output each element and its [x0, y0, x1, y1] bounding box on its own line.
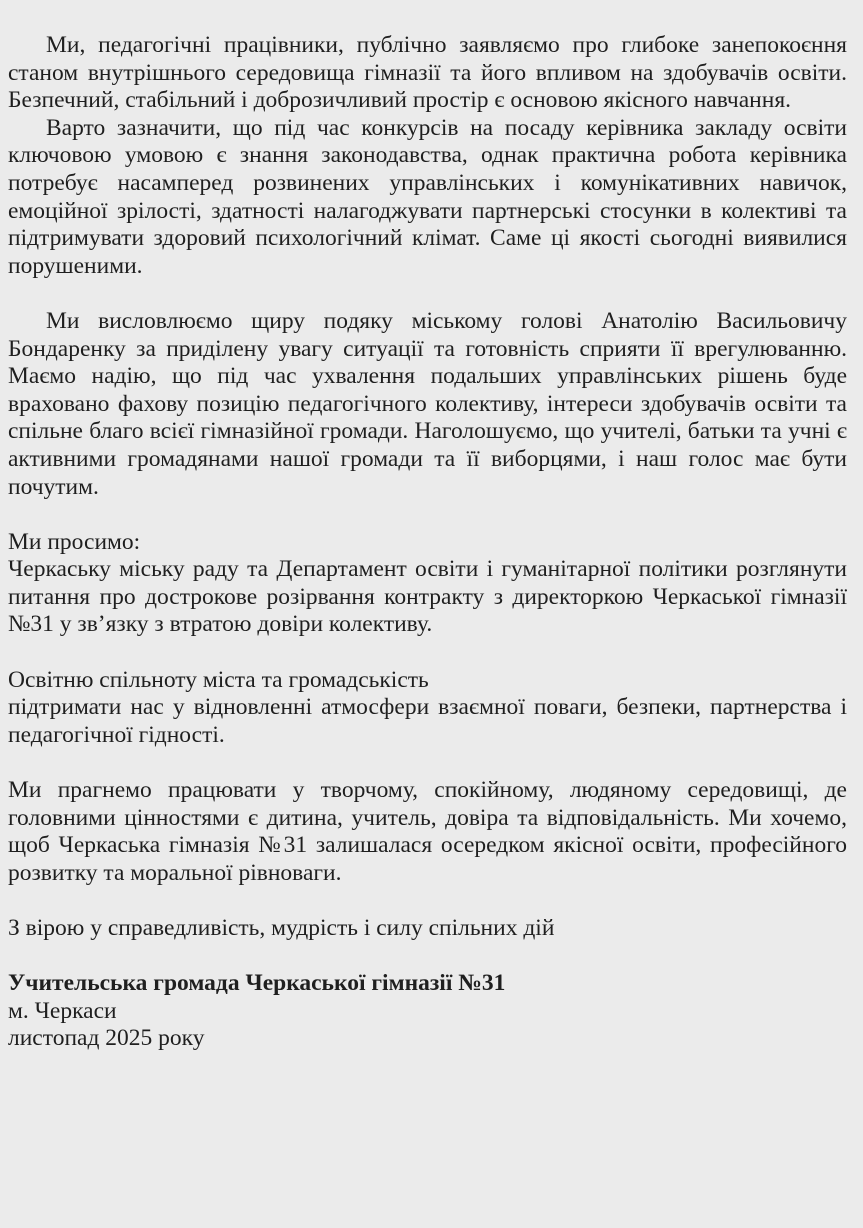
document-body [8, 32, 847, 1053]
signature-city: м. Черкаси [8, 997, 117, 1024]
paragraph-spacer [8, 280, 847, 308]
appeal-target-line: Освітню спільноту міста та громадськість [8, 666, 429, 693]
request-body-text: Черкаську міську раду та Департамент освіти і гуманітарної політики розглянути питання про дострокове розірвання контракту з директоркою Черкаської гімназії №31 у зв’язку з втратою довіри колективу. [8, 556, 847, 638]
paragraph-spacer [8, 943, 847, 971]
paragraph-gratitude-to-mayor: Ми висловлюємо щиру подяку міському голові Анатолію Васильовичу Бондаренку за приділену увагу ситуації та готовність сприяти її врегулюванню. Маємо надію, що під час ухвалення подальших управлінських рішень буде враховано фахову позицію педагогічного колективу, інтереси здобувачів освіти та спільне благо всієї гімназійної громади. Наголошуємо, що учителі, батьки та учні є активними громадянами нашої громади та її виборцями, і наш голос має бути почутим. [8, 307, 847, 500]
signature-organization: Учительська громада Черкаської гімназії №31 [8, 970, 506, 997]
paragraph-spacer [8, 639, 847, 667]
request-intro-line: Ми просимо: [8, 528, 141, 555]
paragraph-spacer [8, 887, 847, 915]
signature-date: листопад 2025 року [8, 1025, 205, 1052]
paragraph-spacer [8, 749, 847, 777]
appeal-body-text: підтримати нас у відновленні атмосфери взаємної поваги, безпеки, партнерства і педагогічної гідності. [8, 694, 847, 748]
paragraph-opening-statement: Ми, педагогічні працівники, публічно заявляємо про глибоке занепокоєння станом внутрішнього середовища гімназії та його впливом на здобувачів освіти. Безпечний, стабільний і доброзичливий простір є основою якісного навчання. [8, 32, 847, 114]
paragraph-leadership-requirements: Варто зазначити, що під час конкурсів на посаду керівника закладу освіти ключовою умовою є знання законодавства, однак практична робота керівника потребує насамперед розвинених управлінських і комунікативних навичок, емоційної зрілості, здатності налагоджувати партнерські стосунки в колективі та підтримувати здоровий психологічний клімат. Саме ці якості сьогодні виявилися порушеними. [8, 114, 847, 279]
closing-line: З вірою у справедливість, мудрість і силу спільних дій [8, 915, 555, 941]
paragraph-spacer [8, 501, 847, 529]
paragraph-aspiration: Ми прагнемо працювати у творчому, спокійному, людяному середовищі, де головними цінностями є дитина, учитель, довіра та відповідальність. Ми хочемо, щоб Черкаська гімназія №31 залишалася осередком якісної освіти, професійного розвитку та моральної рівноваги. [8, 777, 847, 886]
